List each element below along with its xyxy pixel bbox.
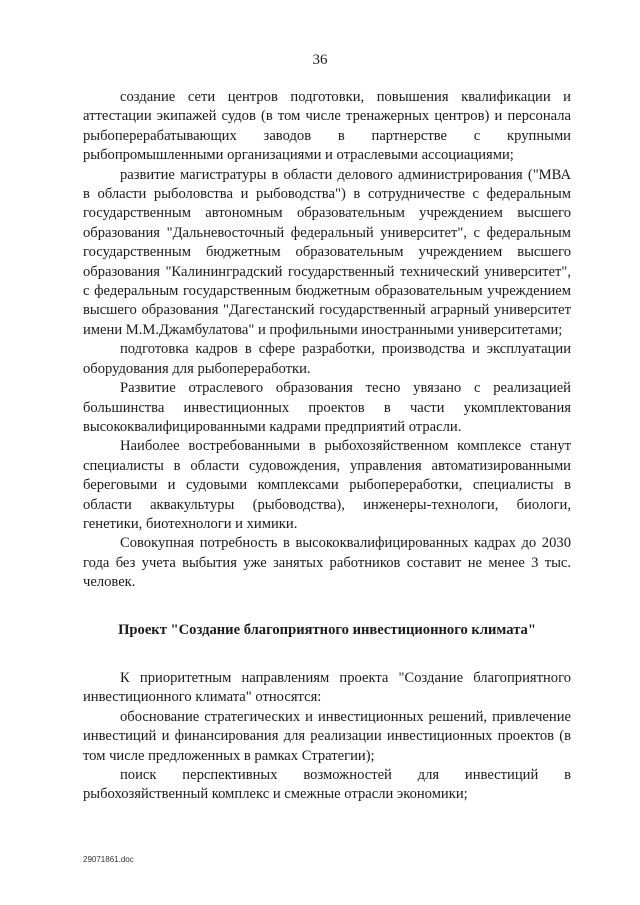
document-body — [83, 88, 571, 805]
paragraph: поиск перспективных возможностей для инвестиций в рыбохозяйственный комплекс и смежные отрасли экономики; — [83, 767, 571, 803]
paragraph: обоснование стратегических и инвестиционных решений, привлечение инвестиций и финансирования для реализации инвестиционных проектов (в том числе предложенных в рамках Стратегии); — [83, 708, 571, 764]
section-heading: Проект "Создание благоприятного инвестиционного климата" — [118, 621, 536, 638]
paragraph: подготовка кадров в сфере разработки, производства и эксплуатации оборудования для рыбопереработки. — [83, 341, 571, 377]
paragraph: развитие магистратуры в области делового администрирования ("МВА в области рыболовства и рыбоводства") в сотрудничестве с федеральным государственным автономным образовательным учреждением высшего образования "Дальневосточный федеральный университет", с федеральным государственным бюджетным образовательным учреждением высшего образования "Калининградский государственный технический университет", с федеральным государственным бюджетным образовательным учреждением высшего образования "Дагестанский государственный аграрный университет имени М.М.Джамбулатова" и профильными иностранными университетами; — [83, 166, 571, 338]
paragraph: создание сети центров подготовки, повышения квалификации и аттестации экипажей судов (в том числе тренажерных центров) и персонала рыбоперерабатывающих заводов в партнерстве с крупными рыбопромышленными организациями и отраслевыми ассоциациями; — [83, 89, 571, 164]
paragraph: Совокупная потребность в высококвалифицированных кадрах до 2030 года без учета выбытия уже занятых работников составит не менее 3 тыс. человек. — [83, 535, 571, 591]
document-file-id: 29071861.doc — [83, 855, 134, 864]
paragraph: К приоритетным направлениям проекта "Создание благоприятного инвестиционного климата" относятся: — [83, 669, 571, 706]
paragraph: Развитие отраслевого образования тесно увязано с реализацией большинства инвестиционных проектов в части укомплектования высококвалифицированными кадрами предприятий отрасли. — [83, 380, 571, 435]
page-number: 36 — [312, 52, 328, 68]
paragraph: Наиболее востребованными в рыбохозяйственном комплексе станут специалисты в области судовождения, управления автоматизированными береговыми и судовыми комплексами рыбопереработки, специалисты в области аквакультуры (рыбоводства), инженеры-технологи, биологи, генетики, биотехнологи и химики. — [83, 438, 571, 532]
